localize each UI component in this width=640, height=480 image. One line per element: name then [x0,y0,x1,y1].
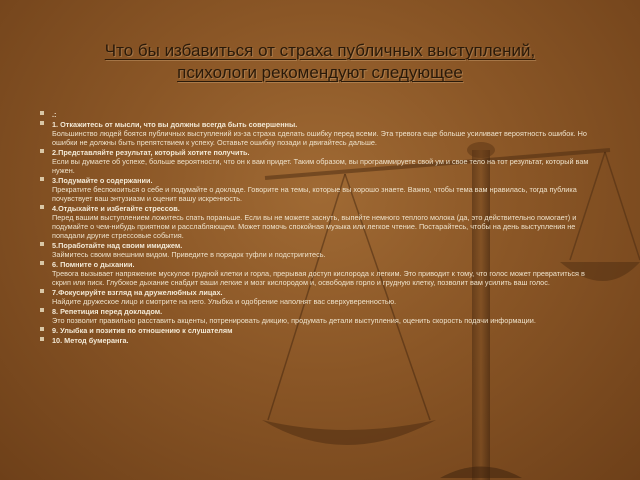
item-text: Перед вашим выступлением ложитесь спать пораньше. Если вы не можете заснуть, выпейте немного теплого молока (да, это действительно помогает) и подумайте о чем-нибудь приятном и расслабляющем. Может помочь спокойная музыка или легкое чтение. Постарайтесь, чтобы на день выступления не попадали другие стрессовые события. [52,213,577,240]
item-text: Прекратите беспокоиться о себе и подумайте о докладе. Говорите на темы, которые вы хорошо знаете. Важно, чтобы тема вам нравилась, тогда публика почувствует ваш энтузиазм и оценит вашу искренность. [52,185,577,203]
item-heading: 1. Откажитесь от мысли, что вы должны всегда быть совершенны. [52,120,298,129]
bullet-icon [40,121,44,125]
item-heading: 6. Помните о дыхании. [52,260,135,269]
list-item [52,307,604,325]
title-line-2: психологи рекомендуют следующее [177,63,463,82]
bullet-icon [40,177,44,181]
bullet-icon [40,205,44,209]
list-item [52,288,604,306]
list-item [52,110,604,119]
bullet-icon [40,308,44,312]
tips-list [52,110,604,346]
item-heading: .: [52,110,57,119]
bullet-icon [40,149,44,153]
item-heading: 10. Метод бумеранга. [52,336,129,345]
list-item [52,176,604,203]
item-text: Займитесь своим внешним видом. Приведите в порядок туфли и подстригитесь. [52,250,326,259]
list-item [52,260,604,287]
list-item [52,241,604,259]
item-heading: 5.Поработайте над своим имиджем. [52,241,183,250]
slide-title [20,40,620,84]
item-text: Тревога вызывает напряжение мускулов грудной клетки и горла, прерывая доступ кислорода к легким. Это приводит к тому, что голос может превратиться в скрип или писк. Глубокое дыхание снабдит ваши легкие и мозг кислородом и, освободив горло и грудную клетку, позволит вам усилить ваш голос. [52,269,585,287]
bullet-icon [40,289,44,293]
list-item [52,148,604,175]
bullet-icon [40,242,44,246]
item-text: Это позволит правильно расставить акценты, потренировать дикцию, продумать детали выступления, оценить скорость подачи информации. [52,316,536,325]
item-text: Найдите дружеское лицо и смотрите на него. Улыбка и одобрение наполнят вас сверхуверенностью. [52,297,397,306]
list-item [52,336,604,345]
item-text: Если вы думаете об успехе, больше вероятности, что он к вам придет. Таким образом, вы программируете свой ум и свое тело на тот результат, который вам нужен. [52,157,589,175]
bullet-icon [40,327,44,331]
list-item [52,204,604,240]
title-line-1: Что бы избавиться от страха публичных выступлений, [104,41,536,60]
item-heading: 3.Подумайте о содержании. [52,176,153,185]
item-heading: 8. Репетиция перед докладом. [52,307,163,316]
item-heading: 9. Улыбка и позитив по отношению к слушателям [52,326,233,335]
bullet-icon [40,261,44,265]
bullet-icon [40,337,44,341]
list-item [52,120,604,147]
item-heading: 2.Представляйте результат, который хотите получить. [52,148,250,157]
bullet-icon [40,111,44,115]
item-text: Большинство людей боятся публичных выступлений из-за страха сделать ошибку перед всеми. Эта тревога еще больше усиливает вероятность ошибок. Но ошибки не должны быть препятствием к успеху. Оставьте ошибку позади и двигайтесь дальше. [52,129,587,147]
item-heading: 4.Отдыхайте и избегайте стрессов. [52,204,180,213]
list-item [52,326,604,335]
item-heading: 7.Фокусируйте взгляд на дружелюбных лицах. [52,288,223,297]
